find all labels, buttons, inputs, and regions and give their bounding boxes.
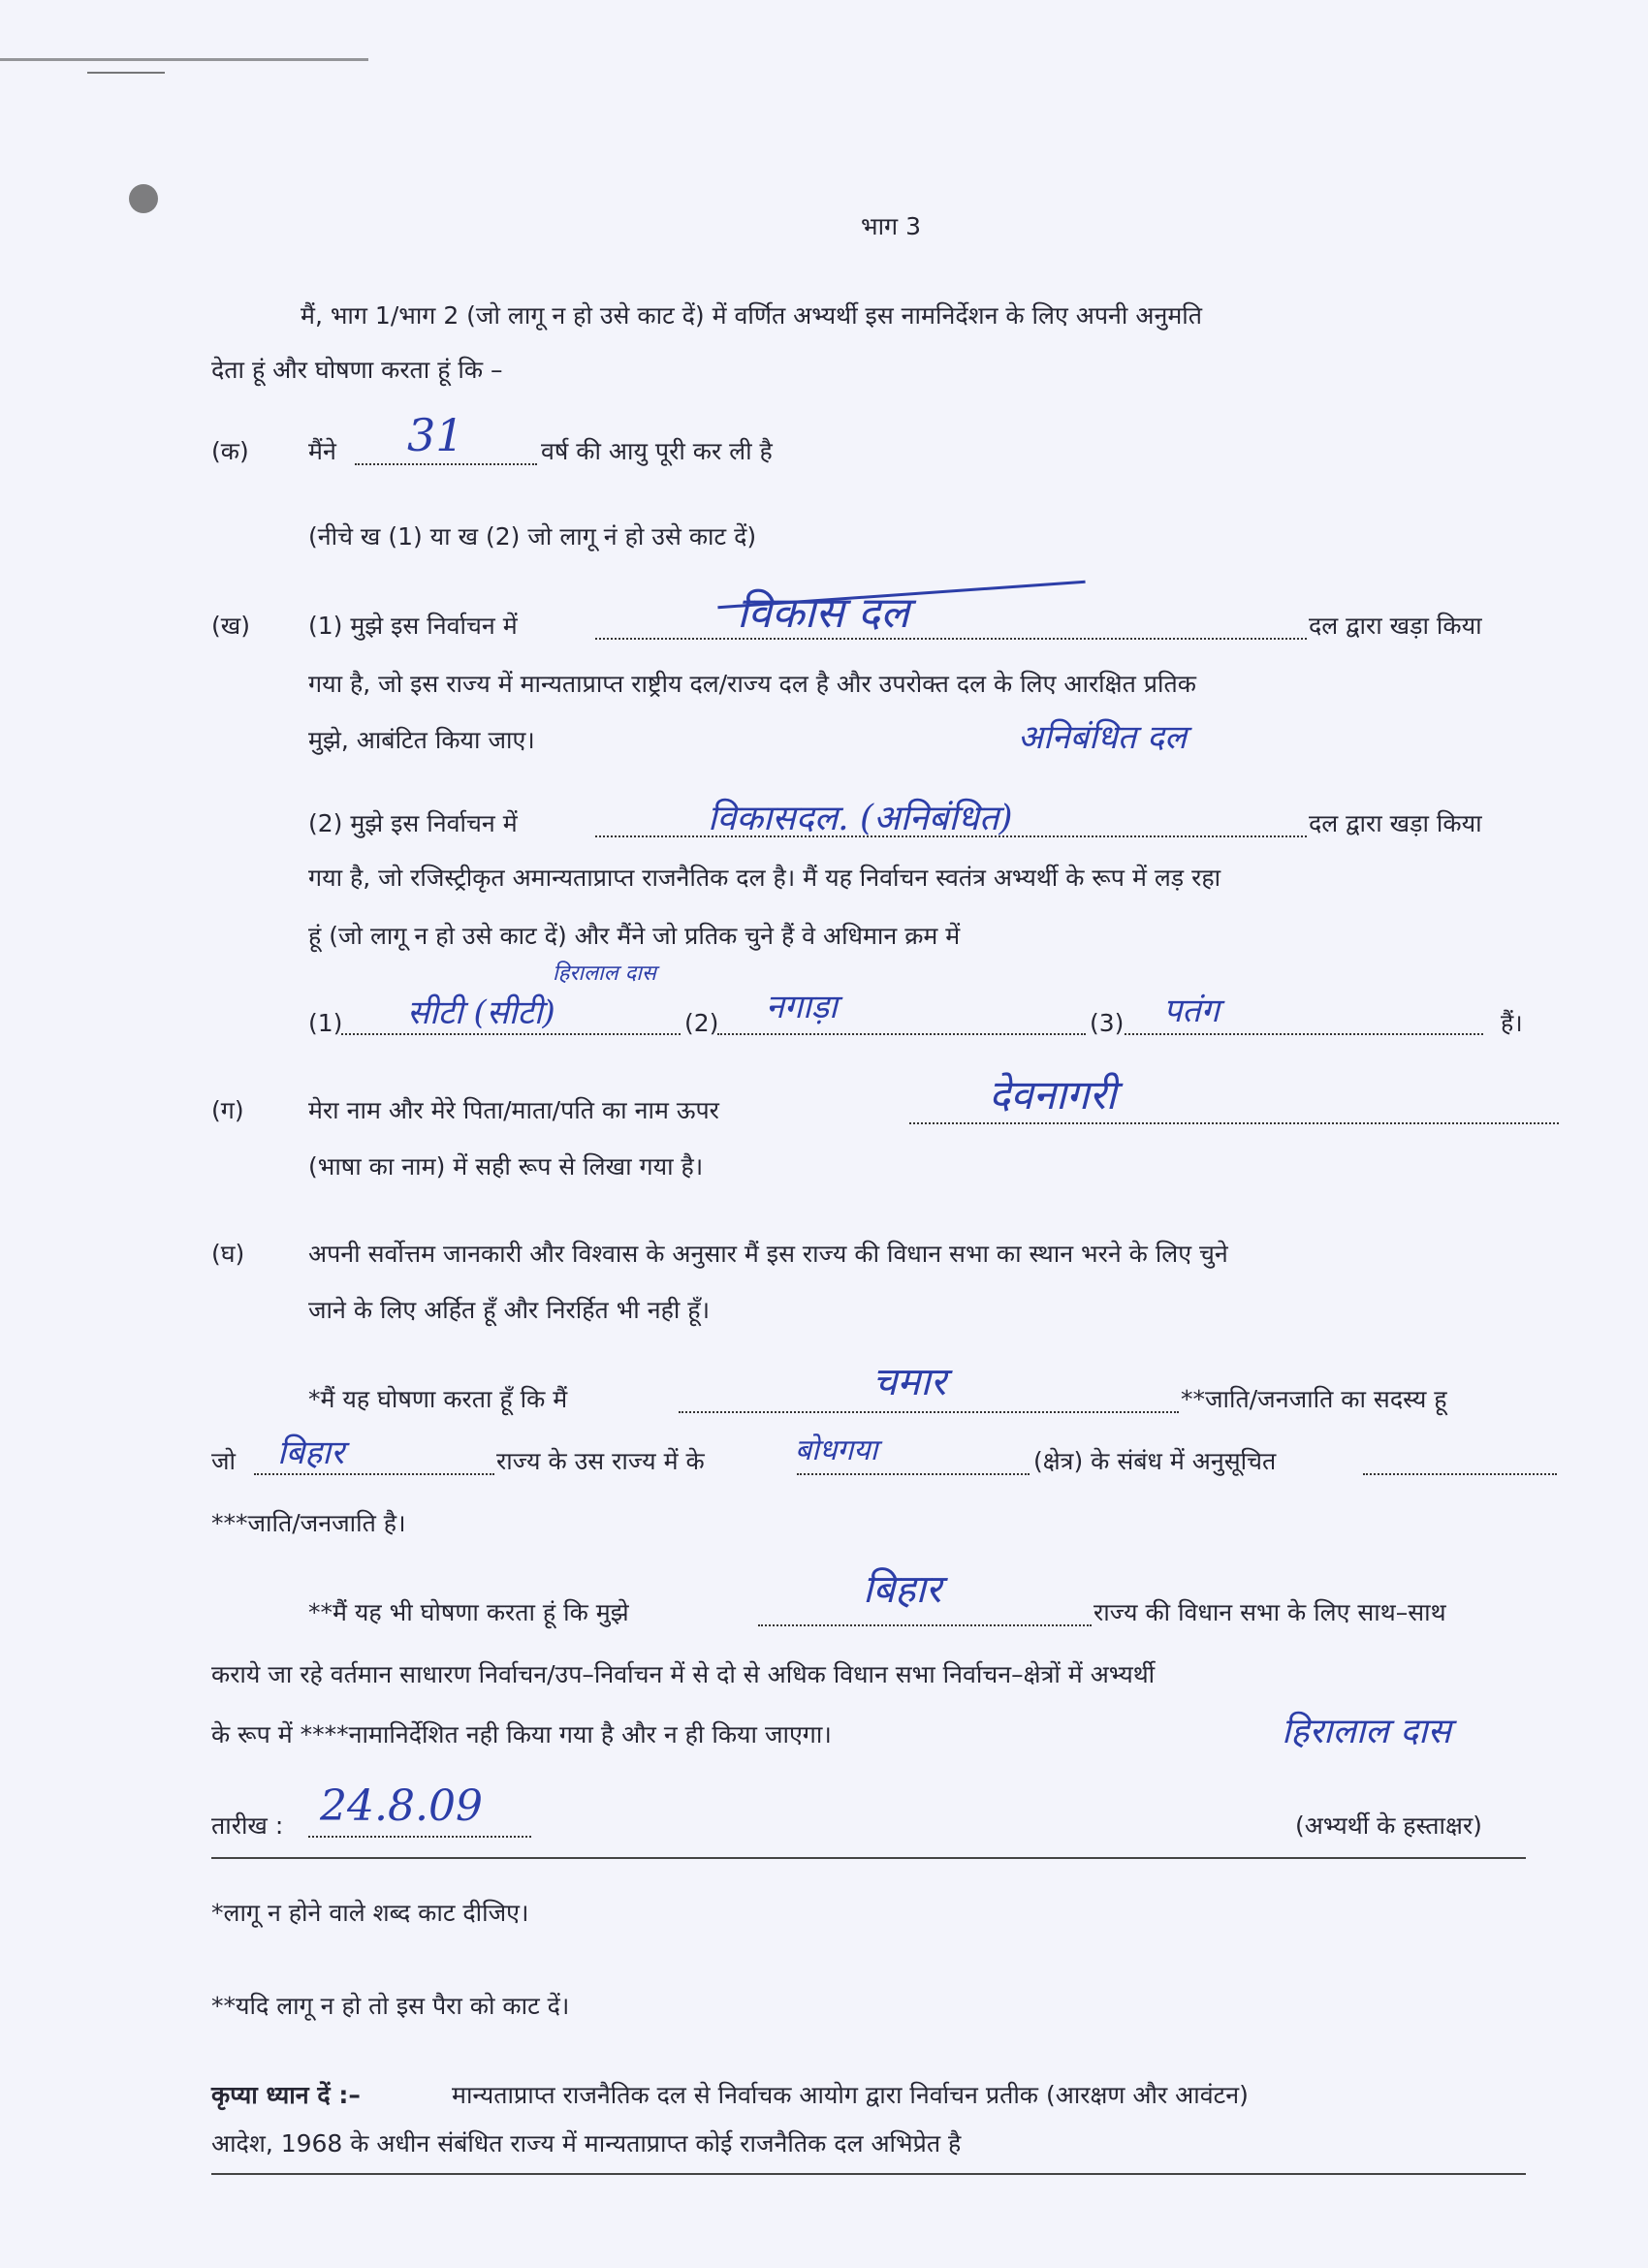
- clause-kha-label: (ख): [211, 612, 250, 640]
- clause-kha-1-pre: (1) मुझे इस निर्वाचन में: [308, 612, 518, 640]
- symbol-3-field: पतंग: [1163, 992, 1220, 1030]
- symbol-2-line: [717, 1033, 1086, 1035]
- decl2-state-line: [758, 1624, 1092, 1626]
- caste-field-line: [679, 1411, 1179, 1413]
- symbol-2-label: (2): [684, 1009, 719, 1037]
- symbol-annotation: हिरालाल दास: [553, 961, 656, 986]
- decl2-line1-post: राज्य की विधान सभा के लिए साथ–साथ: [1093, 1598, 1446, 1626]
- clause-kha-1-post: दल द्वारा खड़ा किया: [1309, 612, 1482, 640]
- party-1-field: विकास दल: [737, 588, 909, 638]
- caste-line1-pre: *मैं यह घोषणा करता हूँ कि मैं: [308, 1385, 568, 1413]
- state-field: बिहार: [277, 1433, 344, 1472]
- divider-1: [211, 1857, 1526, 1859]
- age-field-line: [355, 463, 537, 465]
- date-field: 24.8.09: [320, 1781, 483, 1831]
- age-field: 31: [407, 409, 464, 461]
- symbol-3-line: [1125, 1033, 1483, 1035]
- clause-kha-2-pre: (2) मुझे इस निर्वाचन में: [308, 809, 518, 837]
- clause-ka-pre: मैंने: [308, 437, 336, 465]
- handwritten-annotation: अनिबंधित दल: [1018, 718, 1188, 757]
- decl2-line3: के रूप में ****नामानिर्देशित नही किया गया है और न ही किया जाएगा।: [211, 1720, 832, 1748]
- caste-line2-pre: जो: [211, 1447, 237, 1475]
- clause-ka-label: (क): [211, 437, 249, 465]
- area-field-line: [797, 1473, 1030, 1475]
- language-field-line: [909, 1122, 1559, 1124]
- symbol-1-field: सीटी (सीटी): [407, 993, 555, 1032]
- page-heading: भाग 3: [861, 212, 921, 240]
- decl2-state-field: बिहार: [863, 1567, 942, 1612]
- intro-line-2: देता हूं और घोषणा करता हूं कि –: [211, 356, 503, 384]
- clause-ga-line2: (भाषा का नाम) में सही रूप से लिखा गया है।: [308, 1152, 704, 1181]
- caste-line1-post: **जाति/जनजाति का सदस्य हू: [1181, 1385, 1447, 1413]
- symbol-end: हैं।: [1501, 1009, 1523, 1037]
- date-field-line: [308, 1836, 531, 1838]
- punch-hole-icon: [129, 184, 158, 213]
- scan-dash: [87, 72, 165, 74]
- signature-label: (अभ्यर्थी के हस्ताक्षर): [1295, 1811, 1482, 1840]
- language-field: देवनागरी: [989, 1071, 1117, 1118]
- intro-line-1: मैं, भाग 1/भाग 2 (जो लागू न हो उसे काट दें) में वर्णित अभ्यर्थी इस नामनिर्देशन के लिए अपनी अनुमति: [301, 301, 1203, 330]
- note-line-2: आदेश, 1968 के अधीन संबंधित राज्य में मान्यताप्राप्त कोई राजनैतिक दल अभिप्रेत है: [211, 2129, 962, 2158]
- party-2-field: विकासदल. (अनिबंधित): [708, 799, 1013, 838]
- decl2-line2: कराये जा रहे वर्तमान साधारण निर्वाचन/उप–निर्वाचन में से दो से अधिक विधान सभा निर्वाचन–क्षेत्रों में अभ्यर्थी: [211, 1660, 1156, 1688]
- clause-kha-2-line2: गया है, जो रजिस्ट्रीकृत अमान्यताप्राप्त राजनैतिक दल है। मैं यह निर्वाचन स्वतंत्र अभ्यर्थी के रूप में लड़ रहा: [308, 864, 1221, 892]
- caste-line3: ***जाति/जनजाति है।: [211, 1509, 406, 1537]
- candidate-signature: हिरालाल दास: [1282, 1712, 1451, 1751]
- clause-kha-1-line2: गया है, जो इस राज्य में मान्यताप्राप्त राष्ट्रीय दल/राज्य दल है और उपरोक्त दल के लिए आरक्षित प्रतिक: [308, 670, 1196, 698]
- caste-line2-post: (क्षेत्र) के संबंध में अनुसूचित: [1033, 1447, 1277, 1475]
- footnote-2: **यदि लागू न हो तो इस पैरा को काट दें।: [211, 1992, 570, 2020]
- note-heading: कृप्या ध्यान दें :–: [211, 2081, 361, 2109]
- caste-field: चमार: [872, 1360, 947, 1404]
- clause-ka-note: (नीचे ख (1) या ख (2) जो लागू नं हो उसे काट दें): [308, 522, 757, 551]
- clause-gha-line2: जाने के लिए अर्हित हूँ और निरर्हित भी नही हूँ।: [308, 1296, 711, 1324]
- party-1-field-line: [595, 638, 1307, 640]
- clause-gha-line1: अपनी सर्वोत्तम जानकारी और विश्वास के अनुसार मैं इस राज्य की विधान सभा का स्थान भरने के लिए चुने: [308, 1240, 1228, 1268]
- symbol-1-label: (1): [308, 1009, 343, 1037]
- symbol-3-label: (3): [1090, 1009, 1125, 1037]
- clause-gha-label: (घ): [211, 1240, 245, 1268]
- area-field: बोधगया: [795, 1433, 878, 1467]
- clause-ka-post: वर्ष की आयु पूरी कर ली है: [541, 437, 773, 465]
- date-label: तारीख :: [211, 1811, 284, 1840]
- symbol-2-field: नगाड़ा: [766, 988, 838, 1026]
- scan-top-edge: [0, 58, 368, 61]
- clause-ga-label: (ग): [211, 1096, 244, 1124]
- divider-2: [211, 2173, 1526, 2175]
- state-field-line: [254, 1473, 494, 1475]
- caste-line2-mid: राज्य के उस राज्य में के: [496, 1447, 705, 1475]
- note-line-1: मान्यताप्राप्त राजनैतिक दल से निर्वाचक आयोग द्वारा निर्वाचन प्रतीक (आरक्षण और आवंटन): [452, 2081, 1249, 2109]
- decl2-line1-pre: **मैं यह भी घोषणा करता हूं कि मुझे: [308, 1598, 629, 1626]
- clause-kha-2-line3: हूं (जो लागू न हो उसे काट दें) और मैंने जो प्रतिक चुने हैं वे अधिमान क्रम में: [308, 922, 961, 950]
- clause-ga-line1: मेरा नाम और मेरे पिता/माता/पति का नाम ऊपर: [308, 1096, 719, 1124]
- clause-kha-2-post: दल द्वारा खड़ा किया: [1309, 809, 1482, 837]
- caste-extra-line: [1363, 1473, 1557, 1475]
- symbol-1-line: [341, 1033, 681, 1035]
- clause-kha-1-line3: मुझे, आबंटित किया जाए।: [308, 726, 535, 754]
- footnote-1: *लागू न होने वाले शब्द काट दीजिए।: [211, 1899, 529, 1927]
